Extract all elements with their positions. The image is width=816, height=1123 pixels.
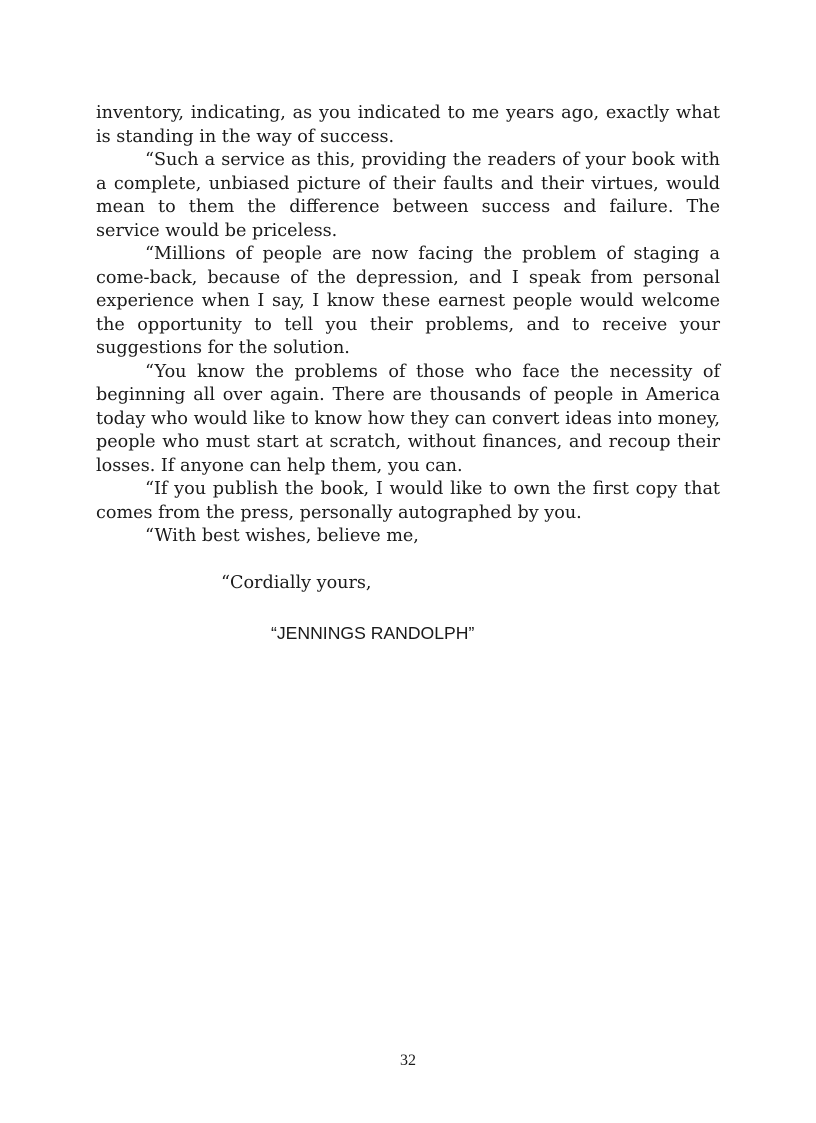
signature-name: “JENNINGS RANDOLPH”: [271, 622, 475, 643]
paragraph-millions: “Millions of people are now facing the problem of staging a come-back, because of the depression, and I speak from personal experience when I say, I know these earnest people would welcome the opportunity to tell you their problems, and to receive your suggestions for the solution.: [96, 244, 720, 358]
letter-body: [96, 102, 720, 645]
page-number: 32: [400, 1052, 416, 1069]
paragraph-service: “Such a service as this, providing the readers of your book with a complete, unbiased picture of their faults and their virtues, would mean to them the difference between success and failure. The service would be priceless.: [96, 150, 720, 241]
paragraph-continuation: inventory, indicating, as you indicated to me years ago, exactly what is standing in the way of success.: [96, 103, 720, 147]
closing-line: “Cordially yours,: [221, 573, 372, 593]
paragraph-best-wishes: “With best wishes, believe me,: [145, 526, 419, 546]
paragraph-publish: “If you publish the book, I would like to own the first copy that comes from the press, personally autographed by you.: [96, 479, 720, 523]
paragraph-problems: “You know the problems of those who face the necessity of beginning all over again. There are thousands of people in America today who would like to know how they can convert ideas into money, people who must start at scratch, without finances, and recoup their losses. If anyone can help them, you can.: [96, 361, 720, 476]
